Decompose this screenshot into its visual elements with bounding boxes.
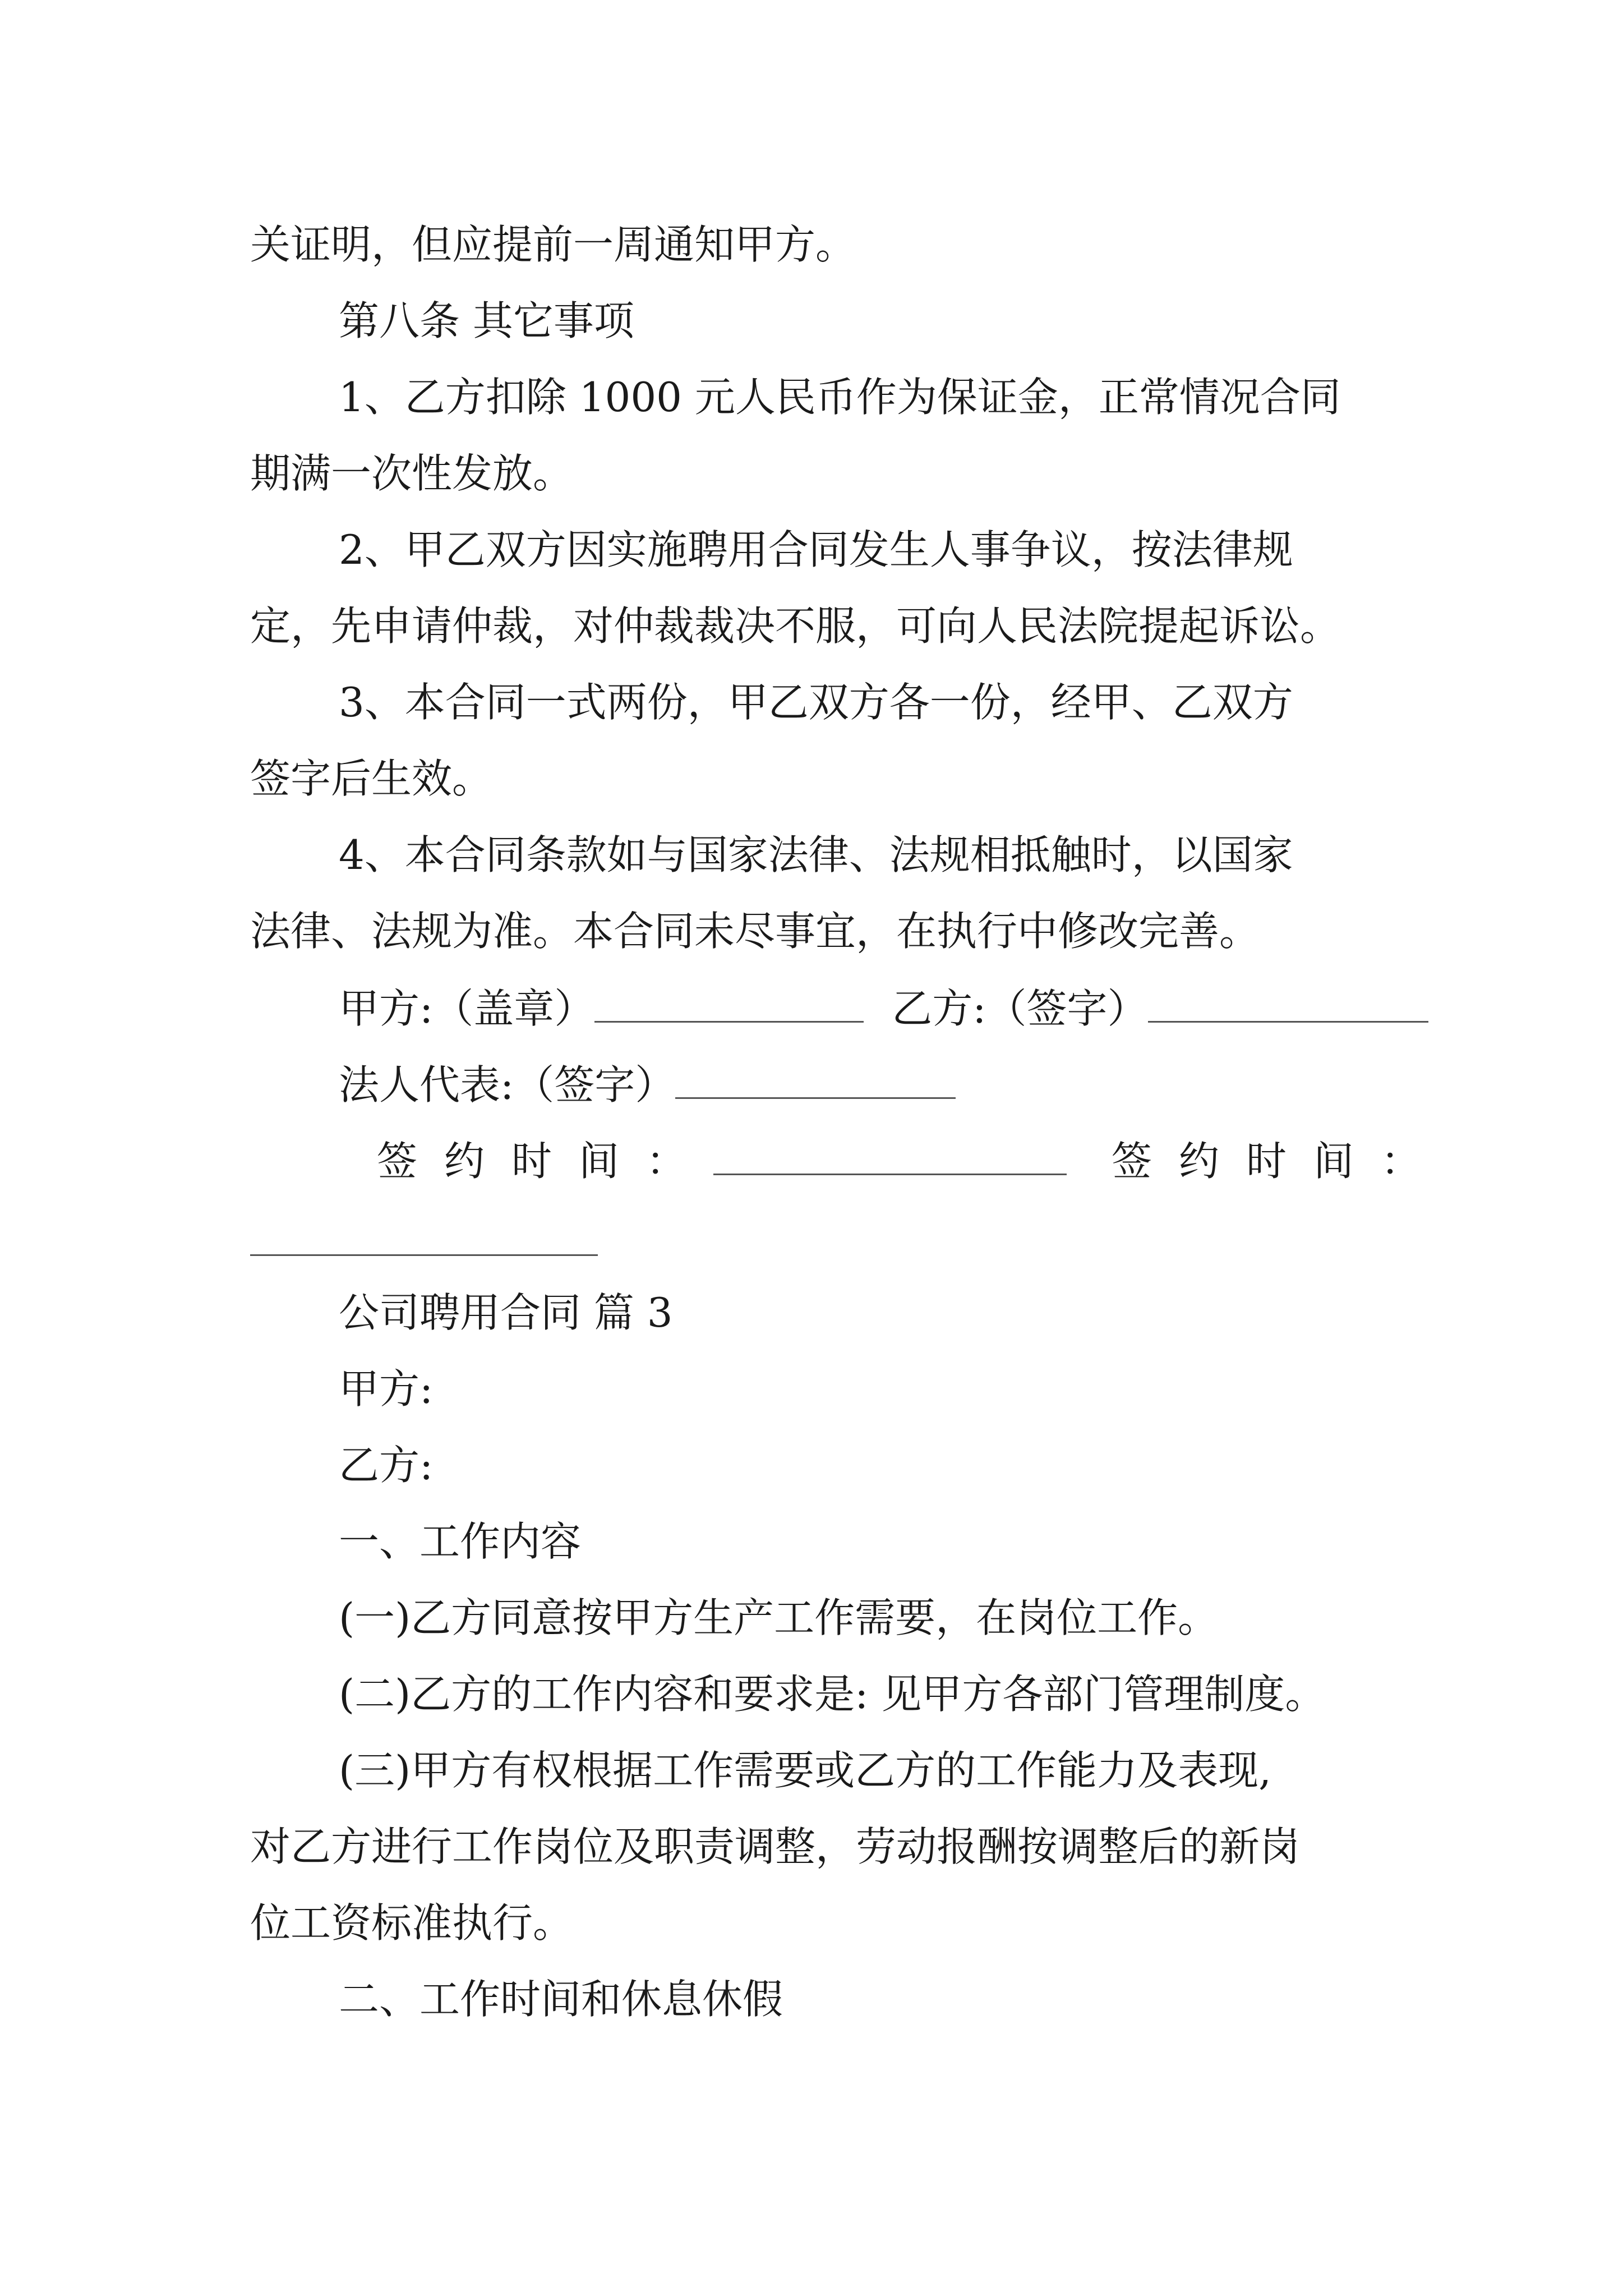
party-a-seal-blank <box>594 987 864 1023</box>
sign-time-blank-a <box>713 1140 1067 1175</box>
paragraph-line: (三)甲方有权根据工作需要或乙方的工作能力及表现, <box>339 1747 1272 1794</box>
party-b-sign-blank <box>1148 987 1428 1023</box>
section-heading: 二、工作时间和休息休假 <box>339 1976 783 2023</box>
paragraph-line: 签字后生效。 <box>250 755 493 802</box>
paragraph-line: 定，先申请仲裁，对仲裁裁决不服，可向人民法院提起诉讼。 <box>250 602 1341 650</box>
section-heading: 第八条 其它事项 <box>339 297 634 344</box>
sign-time-label-b: 签约时间： <box>1112 1138 1449 1185</box>
signature-row-legal-rep <box>339 1061 956 1108</box>
legal-rep-blank <box>675 1064 956 1099</box>
paragraph-line: 法律、法规为准。本合同未尽事宜，在执行中修改完善。 <box>250 908 1260 955</box>
party-a-line: 甲方: <box>339 1365 434 1412</box>
paragraph-line: (二)乙方的工作内容和要求是: 见甲方各部门管理制度。 <box>339 1671 1326 1718</box>
signature-row-parties <box>339 985 1428 1032</box>
section-heading: 一、工作内容 <box>339 1518 582 1565</box>
paragraph-line: 关证明，但应提前一周通知甲方。 <box>250 221 856 268</box>
party-a-seal-label: 甲方:（盖章） <box>339 985 595 1032</box>
paragraph-line: 对乙方进行工作岗位及职责调整，劳动报酬按调整后的新岗 <box>250 1823 1301 1870</box>
paragraph-line: 2、甲乙双方因实施聘用合同发生人事争议，按法律规 <box>339 526 1293 573</box>
sign-time-blank-b <box>250 1254 598 1256</box>
paragraph-line: 1、乙方扣除 1000 元人民币作为保证金，正常情况合同 <box>339 374 1341 421</box>
party-b-line: 乙方: <box>339 1442 434 1489</box>
paragraph-line: 期满一次性发放。 <box>250 450 574 497</box>
sign-time-label-a: 签约时间： <box>377 1138 714 1185</box>
paragraph-line: 位工资标准执行。 <box>250 1899 574 1947</box>
paragraph-line: (一)乙方同意按甲方生产工作需要，在岗位工作。 <box>339 1594 1219 1641</box>
signature-row-dates <box>377 1138 1449 1185</box>
paragraph-line: 4、本合同条款如与国家法律、法规相抵触时，以国家 <box>339 831 1293 878</box>
party-b-sign-label: 乙方:（签字） <box>892 985 1148 1032</box>
contract-title: 公司聘用合同 篇 3 <box>339 1289 673 1336</box>
paragraph-line: 3、本合同一式两份，甲乙双方各一份，经甲、乙双方 <box>339 679 1293 726</box>
legal-rep-label: 法人代表:（签字） <box>339 1061 676 1108</box>
